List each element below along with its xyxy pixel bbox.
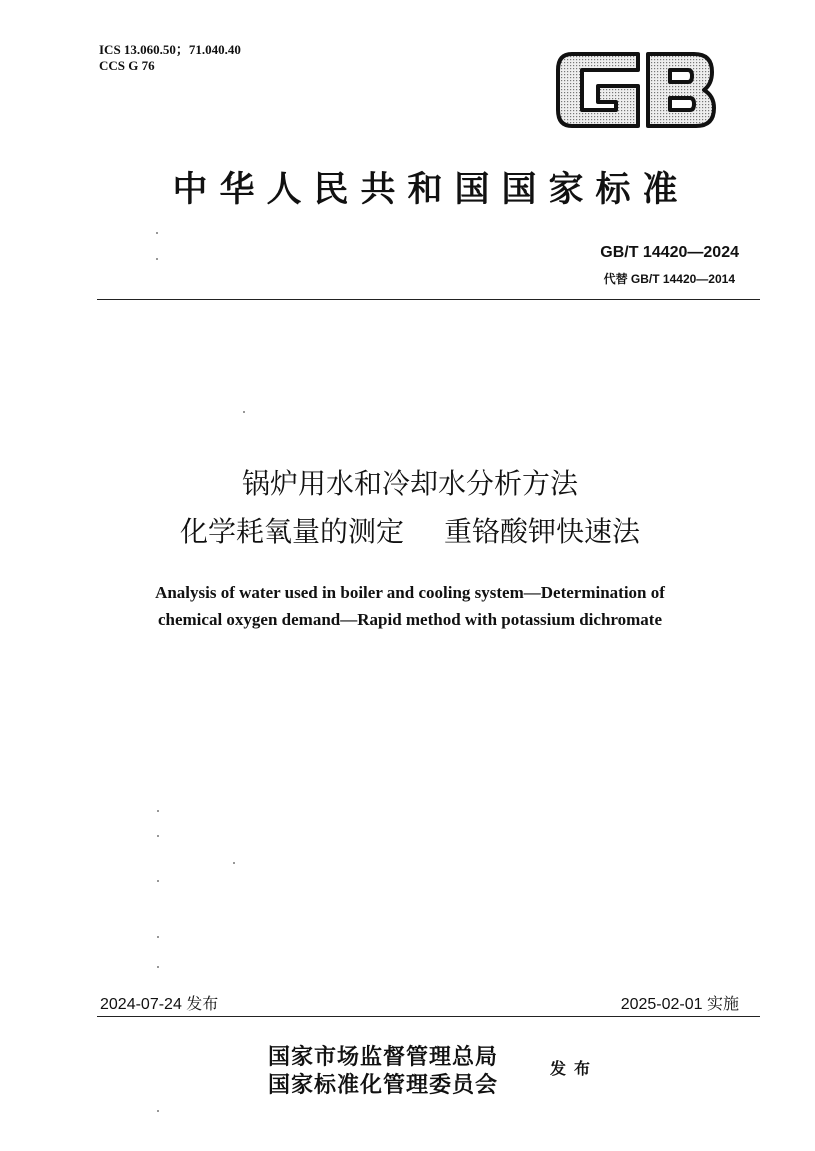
issuer-samr: 国家市场监督管理总局 bbox=[268, 1044, 499, 1070]
chinese-title-line-2 bbox=[60, 510, 760, 550]
implementation-date: 2025-02-01 实施 bbox=[620, 996, 739, 1013]
scan-speck bbox=[157, 1110, 159, 1112]
scan-speck bbox=[243, 411, 245, 413]
publication-date: 2024-07-24 发布 bbox=[100, 996, 219, 1013]
issue-label: 发布 bbox=[550, 1059, 599, 1078]
scan-speck bbox=[157, 936, 159, 938]
scan-speck bbox=[157, 835, 159, 837]
scan-speck bbox=[157, 966, 159, 968]
scan-speck bbox=[157, 810, 159, 812]
header-divider bbox=[97, 299, 760, 300]
scan-speck bbox=[233, 862, 235, 864]
national-standard-heading: 中华人民共和国国家标准 bbox=[172, 169, 690, 210]
standard-number: GB/T 14420—2024 bbox=[600, 244, 739, 261]
ccs-code: CCS G 76 bbox=[99, 58, 155, 73]
footer-divider bbox=[97, 1016, 760, 1017]
chinese-title-line-1: 锅炉用水和冷却水分析方法 bbox=[241, 467, 578, 500]
classification-codes bbox=[99, 42, 241, 74]
english-title-line-2: chemical oxygen demand—Rapid method with potassium dichromate bbox=[157, 610, 663, 629]
gb-standard-logo bbox=[552, 44, 718, 136]
issuer-sac: 国家标准化管理委员会 bbox=[268, 1072, 499, 1098]
english-title-line-1: Analysis of water used in boiler and cooling system—Determination of bbox=[155, 583, 665, 602]
scan-speck bbox=[156, 232, 158, 234]
chinese-title-part-b: 重铬酸钾快速法 bbox=[444, 515, 641, 548]
chinese-title-part-a: 化学耗氧量的测定 bbox=[179, 515, 404, 548]
scan-speck bbox=[156, 258, 158, 260]
ics-code: ICS 13.060.50；71.040.40 bbox=[99, 42, 241, 57]
replaces-standard: 代替 GB/T 14420—2014 bbox=[603, 272, 735, 286]
scan-speck bbox=[157, 880, 159, 882]
